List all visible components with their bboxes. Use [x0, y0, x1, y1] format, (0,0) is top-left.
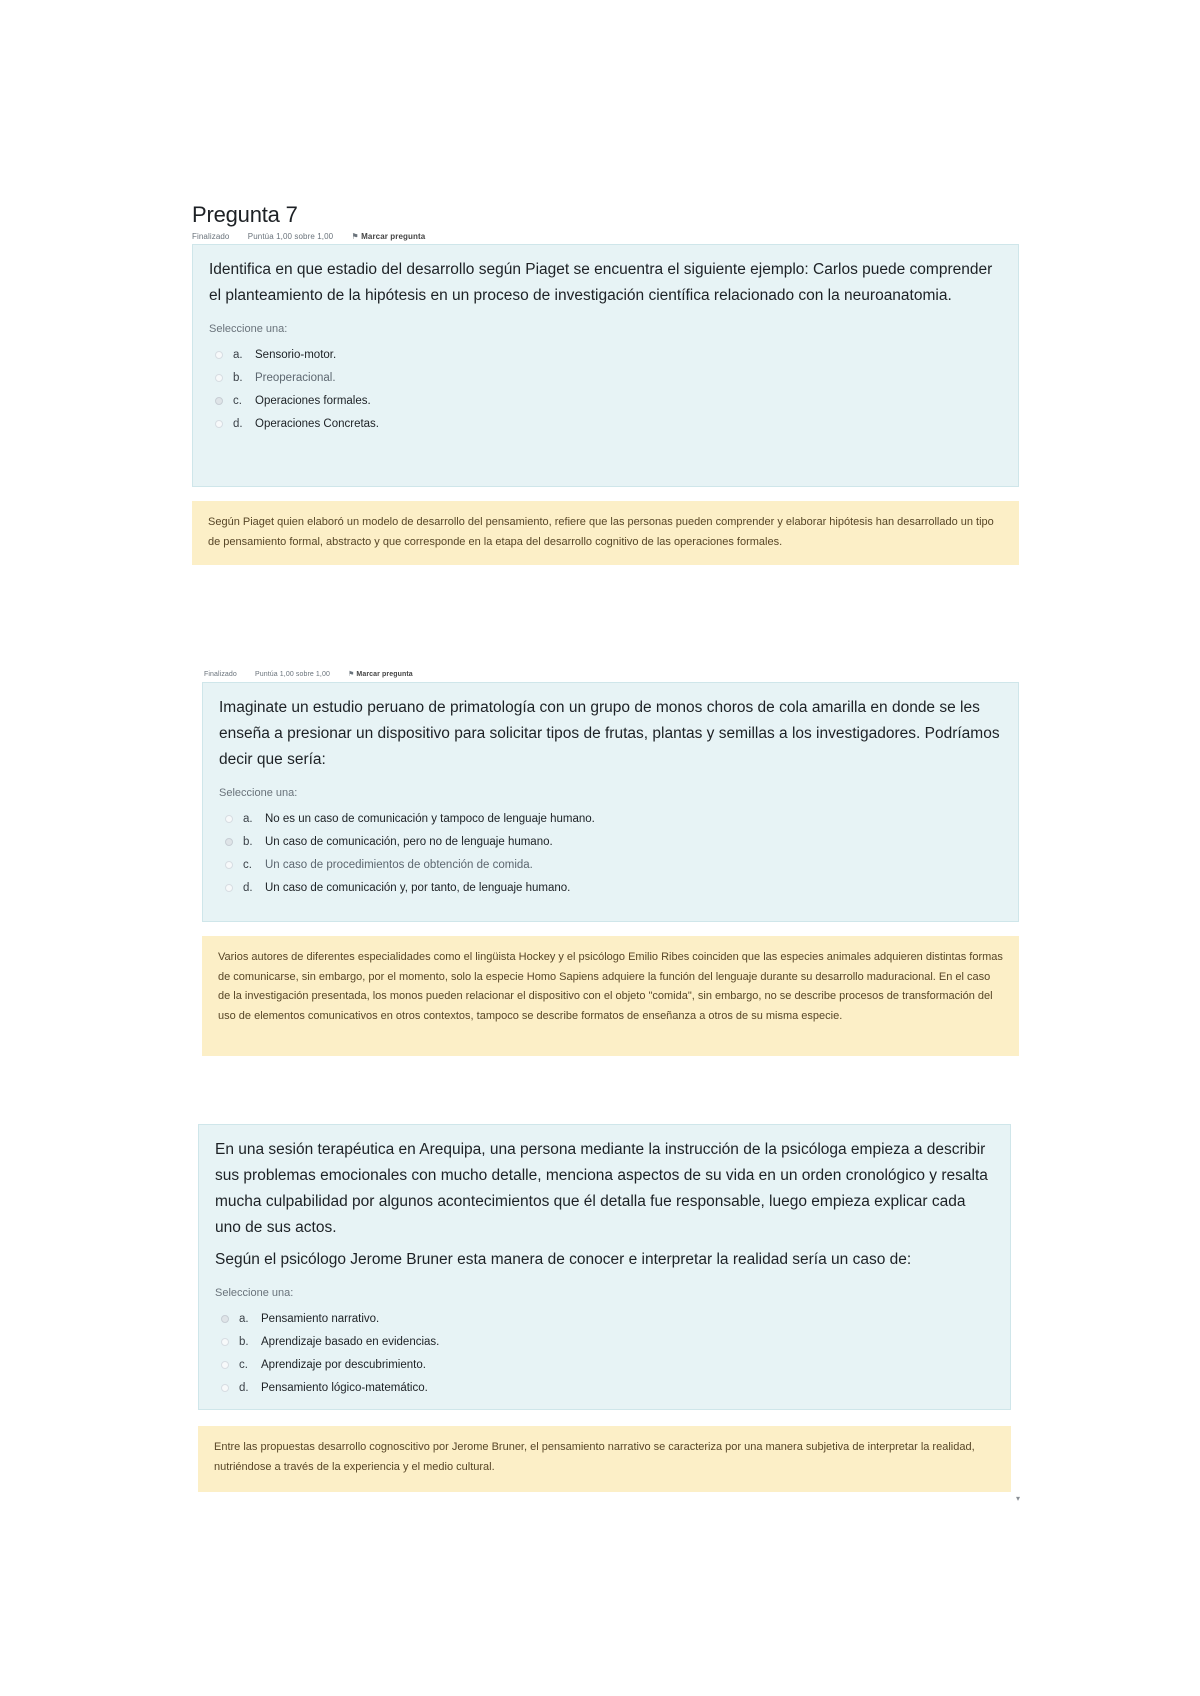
select-prompt: Seleccione una:: [215, 1287, 294, 1299]
answer-option-d[interactable]: d. Un caso de comunicación y, por tanto, de lenguaje humano.: [219, 876, 1002, 899]
answer-option-c[interactable]: c. Aprendizaje por descubrimiento.: [215, 1353, 994, 1376]
question-meta: [192, 232, 441, 241]
radio-button-selected[interactable]: [225, 838, 233, 846]
answer-option-b[interactable]: b. Un caso de comunicación, pero no de lenguaje humano.: [219, 830, 1002, 853]
answer-option-b[interactable]: b. Preoperacional.: [209, 366, 1002, 389]
feedback-box: Según Piaget quien elaboró un modelo de desarrollo del pensamiento, refiere que las personas pueden comprender y elaborar hipótesis han desarrollado un tipo de pensamiento formal, abstracto y que corresponde en la etapa del desarrollo cognitivo de las operaciones formales.: [192, 501, 1019, 565]
answer-option-a[interactable]: a. Pensamiento narrativo.: [215, 1307, 994, 1330]
flag-question-link[interactable]: ⚑ Marcar pregunta: [348, 671, 413, 678]
select-prompt: Seleccione una:: [209, 323, 288, 335]
radio-button[interactable]: [221, 1361, 229, 1369]
feedback-box: Varios autores de diferentes especialidades como el lingüista Hockey y el psicólogo Emilio Ribes coinciden que las especies animales adquieren distintas formas de comunicarse, sin embargo, por el momento, solo la especie Homo Sapiens adquiere la función del lenguaje durante su desarrollo maduracional. En el caso de la investigación presentada, los monos pueden relacionar el dispositivo con el objeto "comida", sin embargo, no se describe procesos de transformación del uso de elementos comunicativos en otros contextos, tampoco se describe formatos de enseñanza a otros de su misma especie.: [202, 936, 1019, 1056]
question-box: [202, 682, 1019, 922]
question-box: [198, 1124, 1011, 1410]
answer-option-b[interactable]: b. Aprendizaje basado en evidencias.: [215, 1330, 994, 1353]
answer-option-d[interactable]: d. Operaciones Concretas.: [209, 412, 1002, 435]
radio-button-selected[interactable]: [221, 1315, 229, 1323]
answer-option-a[interactable]: a. Sensorio-motor.: [209, 343, 1002, 366]
answer-list: [215, 1307, 994, 1399]
question-box: [192, 244, 1019, 487]
radio-button[interactable]: [215, 374, 223, 382]
answer-option-c[interactable]: c. Operaciones formales.: [209, 389, 1002, 412]
radio-button[interactable]: [221, 1384, 229, 1392]
answer-option-a[interactable]: a. No es un caso de comunicación y tampoco de lenguaje humano.: [219, 807, 1002, 830]
radio-button[interactable]: [225, 861, 233, 869]
answer-option-d[interactable]: d. Pensamiento lógico-matemático.: [215, 1376, 994, 1399]
radio-button[interactable]: [215, 351, 223, 359]
question-text: Imaginate un estudio peruano de primatología con un grupo de monos choros de cola amarilla en donde se les enseña a presionar un dispositivo para solicitar tipos de frutas, plantas y semillas a los investigadores. Podríamos decir que sería:: [219, 699, 1000, 768]
question-text: Identifica en que estadio del desarrollo según Piaget se encuentra el siguiente ejemplo: Carlos puede comprender el planteamiento de la hipótesis en un proceso de investigación científica relacionado con la neuroanatomia.: [209, 261, 993, 304]
question-status: Finalizado: [192, 232, 230, 241]
radio-button[interactable]: [221, 1338, 229, 1346]
radio-button-selected[interactable]: [215, 397, 223, 405]
question-text: En una sesión terapéutica en Arequipa, una persona mediante la instrucción de la psicóloga empieza a describir sus problemas emocionales con mucho detalle, menciona aspectos de su vida en un orden cronológico y resalta mucha culpabilidad por algunos acontecimientos que él detalla fue responsable, luego empieza explicar cada uno de sus actos.: [215, 1141, 988, 1236]
flag-question-link[interactable]: ⚑ Marcar pregunta: [351, 232, 426, 241]
answer-list: [209, 343, 1002, 435]
answer-list: [219, 807, 1002, 899]
radio-button[interactable]: [215, 420, 223, 428]
feedback-box: Entre las propuestas desarrollo cognoscitivo por Jerome Bruner, el pensamiento narrativo se caracteriza por una manera subjetiva de interpretar la realidad, nutriéndose a través de la experiencia y el medio cultural.: [198, 1426, 1011, 1492]
question-points: Puntúa 1,00 sobre 1,00: [254, 671, 330, 678]
question-text-2: Según el psicólogo Jerome Bruner esta manera de conocer e interpretar la realidad sería un caso de:: [215, 1251, 912, 1268]
scroll-marker: ▾: [1016, 1494, 1021, 1503]
select-prompt: Seleccione una:: [219, 787, 298, 799]
question-points: Puntúa 1,00 sobre 1,00: [247, 232, 334, 241]
question-title: Pregunta 7: [192, 202, 298, 227]
radio-button[interactable]: [225, 815, 233, 823]
answer-option-c[interactable]: c. Un caso de procedimientos de obtención de comida.: [219, 853, 1002, 876]
question-meta: [204, 670, 429, 678]
radio-button[interactable]: [225, 884, 233, 892]
question-status: Finalizado: [204, 671, 237, 678]
